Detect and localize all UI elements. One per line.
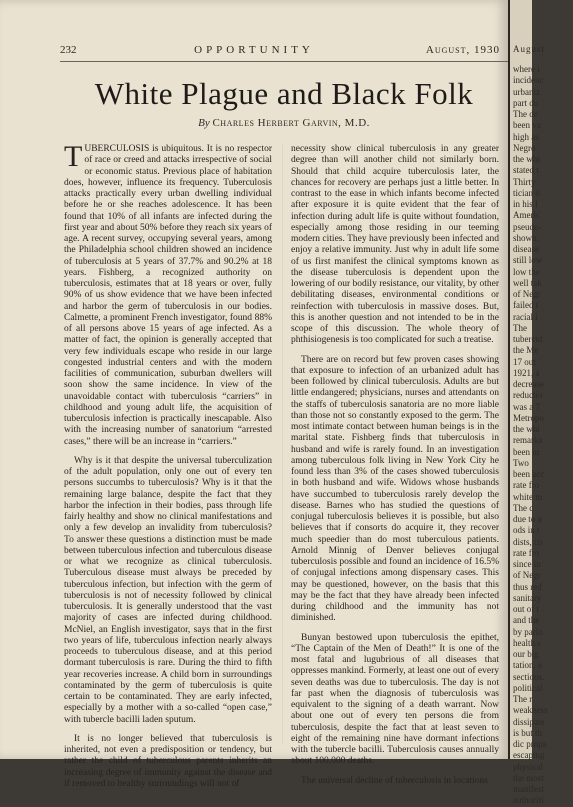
adjacent-text-line: disease xyxy=(513,244,539,254)
adjacent-text-line: Negro xyxy=(513,142,536,153)
adjacent-running-head: August xyxy=(513,44,546,54)
adjacent-text-line: was a 7 xyxy=(513,401,540,412)
adjacent-text-line: rate fro xyxy=(513,480,540,491)
adjacent-text-line: remarka xyxy=(513,435,543,446)
adjacent-text-line: tician o xyxy=(513,187,540,198)
adjacent-text-line: dissipate xyxy=(513,716,545,727)
adjacent-text-line: part du xyxy=(513,97,539,108)
adjacent-text-line: stated t xyxy=(513,165,539,176)
adjacent-text-line: of Negr xyxy=(513,289,541,299)
adjacent-text-line: low the xyxy=(513,266,540,277)
paragraph: There are on record but few proven cases showing that exposure to infection of an urbanized adult has been followed by clinical tuberculosis. Adults are but little endangered; physicians, nurses and attendants on the staffs of tuberculosis sanatoria are no more liable than those not so constantly exposed to the germ. The most intimate contact between human beings is in the marital state. Fishberg finds that tuberculosis in husband and wife is rarely found. In an investigation among tuberculous folk living in New York City he found less than 3% of the cases showed tuberculosis in both husband and wife. Widows whose husbands have succumbed to tuberculosis rarely develop the disease. Barnes who has studied the questions of conjugal tuberculosis believes it is possible, but also believes that if consorts do acquire it, they recover much speedier than do most tuberculous patients. Arnold Minnig of Denver believes conjugal tuberculosis possible and found an incidence of 16.5% of conjugal infections among dispensary cases. This may be questioned, however, on the basis that this may be the fact that they have already been infected during childhood and the immunity has not diminished. xyxy=(291,354,499,624)
running-head xyxy=(0,44,508,58)
adjacent-text-line: The r xyxy=(513,694,533,704)
adjacent-text-line: is but th xyxy=(513,727,543,738)
adjacent-text-line: pseudo- xyxy=(513,221,542,232)
adjacent-text-line: due to a xyxy=(513,514,542,524)
adjacent-text-line: dic propa xyxy=(513,739,547,749)
adjacent-text-line: 1921, a xyxy=(513,367,540,378)
issue-date: August, 1930 xyxy=(425,44,500,56)
adjacent-text-line: well tak xyxy=(513,277,542,288)
adjacent-text-line: out of t xyxy=(513,604,539,614)
adjacent-text-line: The xyxy=(513,322,527,333)
right-column xyxy=(291,144,499,786)
adjacent-text-line: the most xyxy=(513,772,544,783)
paragraph: Bunyan bestowed upon tuberculosis the epithet, “The Captain of the Men of Death!” It is one of the most fatal and lugubrious of all diseases that oppresses mankind. Formerly, at least one out of every seven deaths was due to tuberculosis. The day is not far past when the diagnosis of tuberculosis was equivalent to the signing of a death warrant. Now about one out of every ten persons die from tuberculosis, despite the fact that at least seven to eight of the remaining nine have dormant infections with the tubercle bacilli. Tuberculosis causes annually about 100,000 deaths. xyxy=(291,632,499,767)
adjacent-text-line: still low xyxy=(513,255,543,266)
byline xyxy=(60,117,508,129)
column-gutter xyxy=(282,144,283,744)
paragraph: It is no longer believed that tuberculosis is inherited, not even a predisposition or tendency, but rather the child of tuberculous parents inherits an increasing degree of immunity against the disease and if removed to healthy surroundings will not of xyxy=(64,733,272,789)
adjacent-text-line: reductio xyxy=(513,390,543,401)
paragraph xyxy=(64,140,272,448)
header-rule xyxy=(60,61,510,62)
page-number: 232 xyxy=(60,44,77,56)
adjacent-text-line: been va xyxy=(513,120,541,131)
adjacent-text-line: the Me xyxy=(513,345,539,356)
adjacent-text-line: Thirty xyxy=(513,176,536,187)
adjacent-text-line: escaping xyxy=(513,750,545,761)
drop-cap: T xyxy=(64,140,83,173)
adjacent-text-line: authoriti xyxy=(513,795,544,806)
adjacent-text-line: the whi xyxy=(513,424,540,434)
adjacent-text-line: political xyxy=(513,682,543,693)
adjacent-text-line: since in xyxy=(513,559,541,569)
adjacent-text-line: where i xyxy=(513,64,540,74)
adjacent-text-line: ods in t xyxy=(513,525,540,536)
adjacent-text-line: sanitary xyxy=(513,592,542,603)
byline-prefix: By xyxy=(198,117,210,129)
adjacent-text-line: urbaniz xyxy=(513,86,540,97)
adjacent-text-line: failed t xyxy=(513,300,539,311)
paragraph: necessity show clinical tuberculosis in any greater degree than will another child not similarly born. Should that child acquire tuberculosis later, the chances for recovery are perhaps just a little better. In contrast to the ease in which infants become infected after exposure it is quite evident that the fear of infection during adult life is quite without foundation, especially among those residing in our teeming modern cities. They have previously been infected and enjoy a relative immunity. Just why in adult life some of us first manifest the clinical symptoms known as the disease tuberculosis is dependent upon the lowering of our bodily resistance, our vitality, by other debilitating diseases, environmental conditions or reinfection with tuberculosis in massive doses. But, this is another question and not intended to be in the scope of this discussion. The whole theory of phthisiogenesis is too complicated for such a treatise. xyxy=(291,144,499,346)
adjacent-page-edge xyxy=(508,0,548,806)
adjacent-text-line: health s xyxy=(513,637,541,648)
adjacent-text-line: manifest xyxy=(513,784,544,794)
journal-name: OPPORTUNITY xyxy=(194,44,314,56)
adjacent-text-line: dists, co xyxy=(513,536,543,547)
adjacent-text-line: by parlo xyxy=(513,626,543,637)
author-name: Charles Herbert Garvin, M.D. xyxy=(212,117,370,129)
adjacent-text-line: Americ xyxy=(513,210,540,221)
adjacent-text-line: The de xyxy=(513,109,538,119)
adjacent-text-line: tation, e xyxy=(513,660,542,671)
adjacent-text-line: our big xyxy=(513,649,539,659)
adjacent-text-line: physical xyxy=(513,761,543,772)
adjacent-text-line: been in xyxy=(513,446,540,457)
left-column xyxy=(64,140,272,789)
adjacent-text-line: 17 out xyxy=(513,356,536,367)
adjacent-text-line: decrease xyxy=(513,379,544,389)
adjacent-text-line: the whi xyxy=(513,154,540,164)
paragraph: Why is it that despite the universal tuberculization of the adult population, only one out of every ten persons succumbs to tuberculosis? Why is it that the remaining large balance, despite the fact that they harbor the infection in their bodies, pass through life fairly healthy and show no clinical manifestations and only a few develop an invalidity from tuberculosis? To answer these questions a distinction must be made between tuberculous infection and tuberculous disease or what we recognize as clinical tuberculosis. Tuberculous disease must always be preceded by tuberculous infection, but infection with the germ of tuberculosis is not of necessity followed by clinical tuberculosis. It is generally understood that the vast majority of cases are infected during childhood. McNiel, an English investigator, says that in the first two years of life, tuberculous infection nearly always proceeds to tuberculous disease, and at this period dormant tuberculosis is rare. During the third to fifth year recoveries increase. A child born in surroundings contaminated by the germ of tuberculosis is quite certain to be contaminated. They are early infected, especially by a mother with a so-called “open case,” with tubercle bacilli laden sputum. xyxy=(64,455,272,725)
adjacent-text-line: high as xyxy=(513,131,539,142)
adjacent-text-line: Two xyxy=(513,457,529,468)
adjacent-text-line: incidenc xyxy=(513,75,544,86)
adjacent-text-line: and the xyxy=(513,615,540,626)
paragraph-text: UBERCULOSIS is ubiquitous. It is no respector of race or creed and attacks irrespective of social or economic status. Previous place of habitation does, however, influence its frequency. Tuberculosis attacks practically every urban dwelling individual before he or she reaches adolescence. It has been found that 10% of all infants are infected during the first year and about 50% before they reach six years of age. A recent survey, occupying several years, among the Philadelphia school children showed an incidence of tuberculosis at 5 years of 37.7% and 90.2% at 18 years. Fishberg, a recognized authority on tuberculosis, estimates that at 18 years or over, fully 90% of us show evidence that we have been infected and harbor the germ of tuberculosis in our bodies. Calmette, a prominent French investigator, found 88% of all persons above 15 years of age infected. As a matter of fact, the opinion is generally accepted that very few individuals escape who reside in our large congested industrial centers and with the modern facilities of communication, suburban dwellers will soon show the same incidence. In view of the unavoidable contact with tuberculosis “carriers” in childhood and young adult life, the acquisition of tuberculosis infection is practically inescapable. Also with the increasing number of sanatorium “arrested cases,” there will be an increase in “carriers.” xyxy=(64,144,272,447)
adjacent-text-line: racial i xyxy=(513,311,538,322)
adjacent-text-line: Metropo xyxy=(513,412,544,423)
adjacent-text-line: The c xyxy=(513,502,534,513)
adjacent-text-line: tubercul xyxy=(513,334,543,344)
article-title: White Plague and Black Folk xyxy=(94,76,474,111)
adjacent-text-line: thus red xyxy=(513,581,542,592)
adjacent-text-line: been acc xyxy=(513,469,545,479)
adjacent-text-line: shown xyxy=(513,232,537,243)
adjacent-page-text xyxy=(513,64,573,807)
adjacent-text-line: weakness xyxy=(513,705,548,716)
adjacent-text-line: in his I xyxy=(513,199,539,209)
adjacent-text-line: sections. xyxy=(513,671,545,682)
adjacent-text-line: rate fro xyxy=(513,547,540,558)
adjacent-text-line: of Negr xyxy=(513,570,541,581)
paragraph: The universal decline of tuberculosis in locations xyxy=(301,775,488,786)
adjacent-text-line: white m xyxy=(513,491,543,502)
